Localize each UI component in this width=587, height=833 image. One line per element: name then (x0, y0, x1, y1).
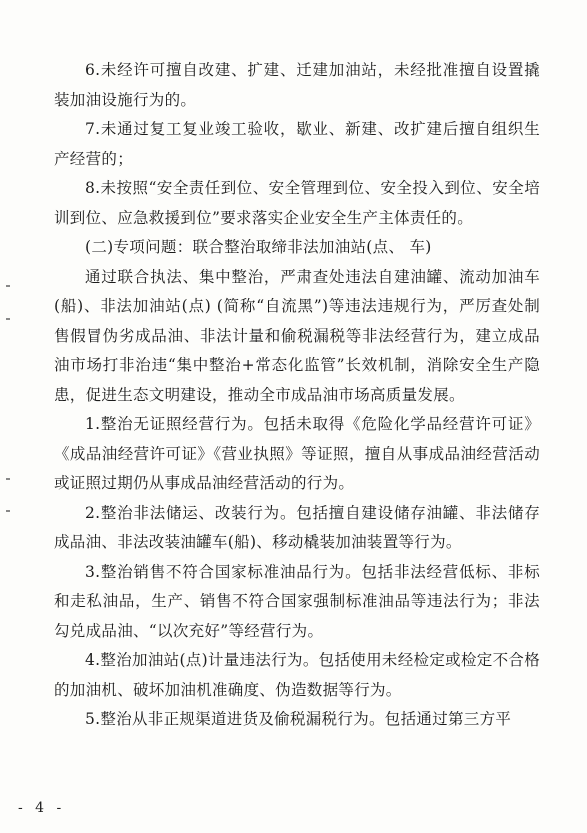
margin-mark (6, 318, 10, 320)
margin-mark (6, 285, 10, 287)
paragraph-item-8: 8.未按照“安全责任到位、安全管理到位、安全投入到位、安全培训到位、应急救援到位”要求落实企业安全生产主体责任的。 (54, 179, 540, 227)
paragraph-item-6: 6.未经许可擅自改建、扩建、迁建加油站，未经批准擅自设置撬装加油设施行为的。 (54, 61, 540, 109)
paragraph-item-5: 5.整治从非正规渠道进货及偷税漏税行为。包括通过第三方平 (85, 710, 512, 728)
section-intro-paragraph: 通过联合执法、集中整治，严肃查处违法自建油罐、流动加油车(船)、非法加油站(点) (简称“自流黑”)等违法违规行为，严厉查处制售假冒伪劣成品油、非法计量和偷税漏税等非法经营行为，建立成品油市场打非治违“集中整治+常态化监管”长效机制，消除安全生产隐患，促进生态文明建设，推动全市成品油市场高质量发展。 (54, 267, 540, 404)
paragraph-item-2: 2.整治非法储运、改装行为。包括擅自建设储存油罐、非法储存成品油、非法改装油罐车(船)、移动橇装加油装置等行为。 (54, 503, 540, 551)
paragraph-item-7: 7.未通过复工复业竣工验收，歇业、新建、改扩建后擅自组织生产经营的； (54, 120, 540, 168)
margin-mark (6, 478, 10, 480)
section-heading: (二)专项问题：联合整治取缔非法加油站(点、 车) (85, 238, 432, 256)
page-number: - 4 - (18, 800, 66, 816)
paragraph-item-4: 4.整治加油站(点)计量违法行为。包括使用未经检定或检定不合格的加油机、破坏加油机准确度、伪造数据等行为。 (54, 651, 540, 699)
paragraph-item-3: 3.整治销售不符合国家标准油品行为。包括非法经营低标、非标和走私油品，生产、销售不符合国家强制标准油品等违法行为；非法勾兑成品油、“以次充好”等经营行为。 (54, 562, 540, 640)
paragraph-item-1: 1.整治无证照经营行为。包括未取得《危险化学品经营许可证》《成品油经营许可证》《营业执照》等证照，擅自从事成品油经营活动或证照过期仍从事成品油经营活动的行为。 (54, 415, 540, 492)
margin-mark (6, 510, 10, 512)
document-body (54, 56, 540, 735)
